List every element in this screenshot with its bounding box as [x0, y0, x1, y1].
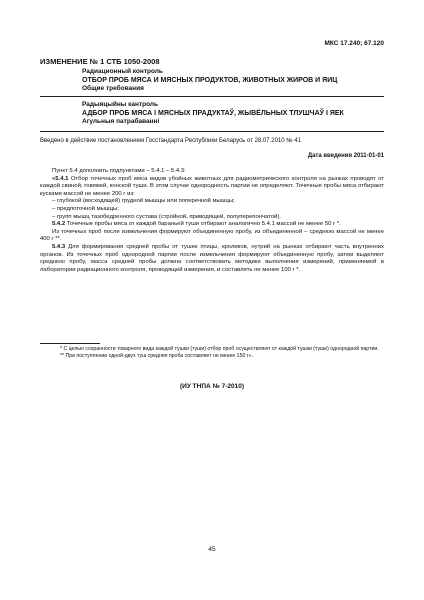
clause-text: Для формирования средней пробы от тушек птицы, кроликов, нутрий на рынках отбирают часть внутренних органов. Из точечных проб однородной партии после измельчения формируют объединенную пробу, затем выделяют среднюю пробу, масса средней пробы должна соответствовать методике выполнения измерений, применяемой в лаборатории радиационного контроля, проводящей измерения, и составлять не менее 100 г *. — [40, 243, 384, 273]
clause-number: 5.4.2 — [52, 221, 66, 228]
footnote: * С целью сохранности товарного вида каждой тушки (туши) отбор проб осуществляют от каждой тушки (туши) однородной партии. — [60, 346, 379, 352]
mks-code: МКС 17.240; 67.120 — [324, 40, 384, 47]
title-divider — [40, 96, 384, 97]
title-by-line2: АДБОР ПРОБ МЯСА І МЯСНЫХ ПРАДУКТАЎ, ЖЫВЁЛЬНЫХ ТЛУШЧАЎ І ЯЕК — [82, 110, 344, 117]
paragraph: Из точечных проб после измельчения формируют объединенную пробу, из объединенной – среднюю массой не менее 400 г **. — [40, 228, 384, 243]
body-text — [40, 168, 384, 274]
title-by-line1: Радыяцыйны кантроль — [82, 101, 159, 108]
clause-number: 5.4.3 — [52, 243, 66, 250]
paragraph — [40, 221, 384, 229]
title-belarusian — [82, 101, 382, 126]
clause-text: Отбор точечных проб мяса видов убойных животных для радиометрического контроля на рынках проводят от каждой свиной, говяжей, конской туши. В этом случае однородность партии не определяют. Точечные пробы мяса отбирают кусками массой не менее 200 г из: — [40, 175, 384, 197]
paragraph — [40, 176, 384, 199]
effective-date: Дата введения 2011-01-01 — [307, 153, 384, 159]
intro-text: Введено в действие постановлением Госстандарта Республики Беларусь от 28.07.2010 № 41 — [40, 138, 302, 144]
header-divider — [40, 131, 384, 132]
title-russian — [82, 68, 382, 93]
paragraph: Пункт 5.4 дополнить подпунктами – 5.4.1 – 5.4.3: — [52, 168, 186, 174]
reference-code: (ИУ ТНПА № 7-2010) — [180, 383, 244, 390]
list-item: – глубокой (восходящей) грудной мышцы или поперечной мышцы; — [52, 198, 235, 205]
footnote: ** При поступлении одной-двух туш средняя проба составляет не менее 150 г». — [60, 352, 253, 359]
page-number: 45 — [208, 546, 216, 553]
clause-text: Точечные пробы мяса от каждой бараньей туши отбирают аналогично 5.4.1 массой не менее 50 г *. — [65, 221, 341, 228]
title-ru-line3: Общие требования — [82, 85, 144, 92]
list-item: – групп мышц тазобедренного сустава (стройной, приводящей, полуперепончатой). — [52, 213, 282, 220]
title-ru-line1: Радиационный контроль — [82, 68, 163, 75]
footnote-divider — [40, 343, 100, 344]
title-ru-line2: ОТБОР ПРОБ МЯСА И МЯСНЫХ ПРОДУКТОВ, ЖИВОТНЫХ ЖИРОВ И ЯИЦ — [82, 77, 338, 84]
change-title: ИЗМЕНЕНИЕ № 1 СТБ 1050-2008 — [40, 57, 160, 66]
paragraph — [40, 244, 384, 274]
title-by-line3: Агульныя патрабаванні — [82, 118, 160, 125]
clause-number: «5.4.1 — [52, 175, 69, 182]
list-item: – предпоточной мышцы; — [52, 205, 119, 212]
footnotes — [40, 346, 384, 360]
